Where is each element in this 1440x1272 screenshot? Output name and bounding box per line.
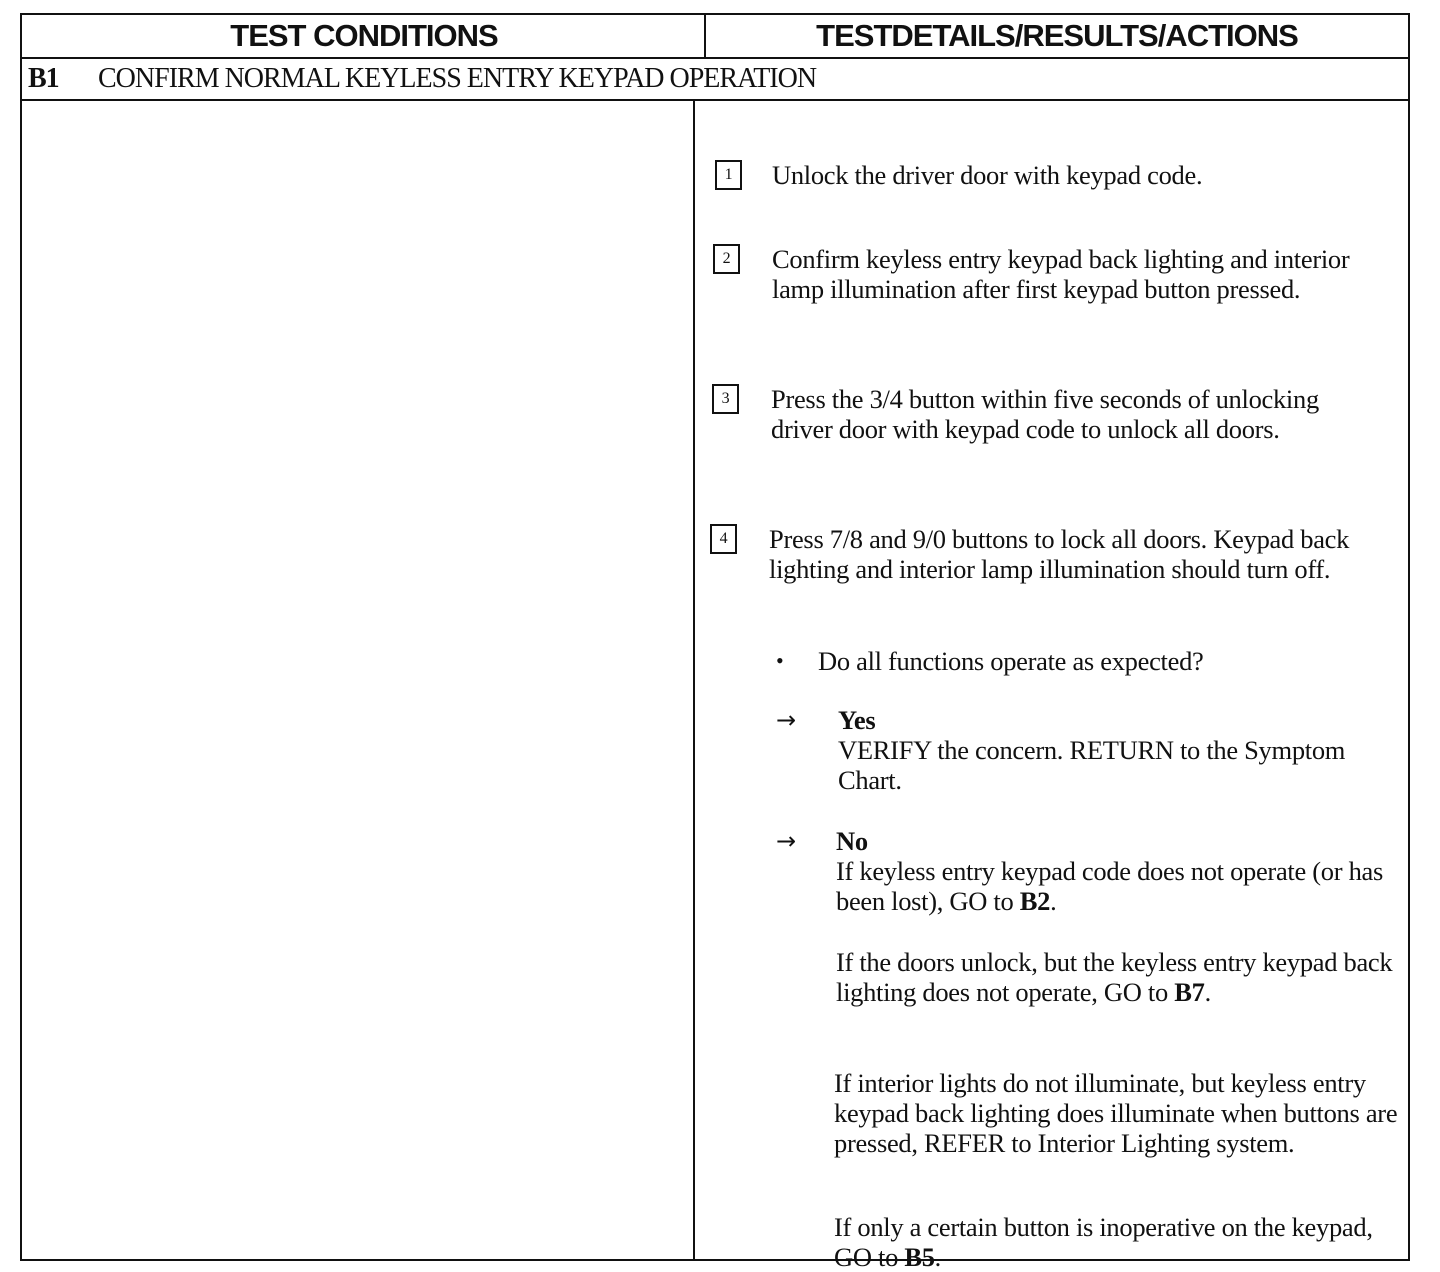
- no-paragraph-4: [834, 1212, 1379, 1272]
- bullet-marker: •: [776, 648, 784, 673]
- step-reference-b2: B2: [1019, 886, 1051, 916]
- no-paragraph-4-end: .: [934, 1242, 941, 1272]
- no-answer: [836, 826, 1396, 916]
- no-paragraph-3-text: If interior lights do not illuminate, but keyless entry keypad back lighting does illuminate when buttons are pressed, REFER to Interior Lighting system.: [834, 1068, 1398, 1158]
- arrow-icon: →: [776, 827, 796, 855]
- step-title: CONFIRM NORMAL KEYLESS ENTRY KEYPAD OPERATION: [98, 63, 817, 94]
- step-number-box: 3: [712, 384, 739, 414]
- no-paragraph-4-text: If only a certain button is inoperative on the keypad, GO to: [834, 1212, 1373, 1272]
- no-paragraph-2-end: .: [1204, 977, 1211, 1007]
- question-text: Do all functions operate as expected?: [818, 646, 1204, 676]
- yes-label: Yes: [838, 705, 876, 735]
- no-paragraph-1: [836, 856, 1396, 916]
- no-paragraph-1-end: .: [1050, 886, 1057, 916]
- no-paragraph-2-text: If the doors unlock, but the keyless entry keypad back lighting does not operate, GO to: [836, 947, 1393, 1007]
- step-number-box: 4: [710, 524, 737, 554]
- step-number-box: 1: [715, 160, 742, 190]
- step-2-text: Confirm keyless entry keypad back lighting and interior lamp illumination after first keypad button pressed.: [772, 244, 1350, 304]
- table-header-row: [22, 15, 1408, 59]
- step-title-row: [22, 59, 1408, 101]
- step-3-text: Press the 3/4 button within five seconds of unlocking driver door with keypad code to unlock all doors.: [771, 384, 1319, 444]
- step-number-box: 2: [713, 244, 740, 274]
- column-divider: [693, 101, 695, 1261]
- test-conditions-header: TEST CONDITIONS: [230, 18, 498, 53]
- step-1-text: Unlock the driver door with keypad code.: [772, 160, 1203, 190]
- test-details-header: TESTDETAILS/RESULTS/ACTIONS: [816, 18, 1298, 53]
- arrow-icon: →: [776, 706, 796, 734]
- diagnostic-table: [20, 13, 1410, 1272]
- no-paragraph-3: [834, 1068, 1399, 1158]
- step-4-text: Press 7/8 and 9/0 buttons to lock all doors. Keypad back lighting and interior lamp illumination should turn off.: [769, 524, 1350, 584]
- step-reference-b7: B7: [1174, 977, 1205, 1007]
- step-reference-b5: B5: [904, 1242, 935, 1272]
- step-id: B1: [28, 63, 59, 94]
- yes-action-text: VERIFY the concern. RETURN to the Symptom Chart.: [838, 735, 1346, 795]
- yes-answer: [838, 705, 1358, 795]
- no-label: No: [836, 826, 868, 856]
- no-paragraph-1-text: If keyless entry keypad code does not operate (or has been lost), GO to: [836, 856, 1384, 916]
- no-paragraph-2: [836, 947, 1396, 1007]
